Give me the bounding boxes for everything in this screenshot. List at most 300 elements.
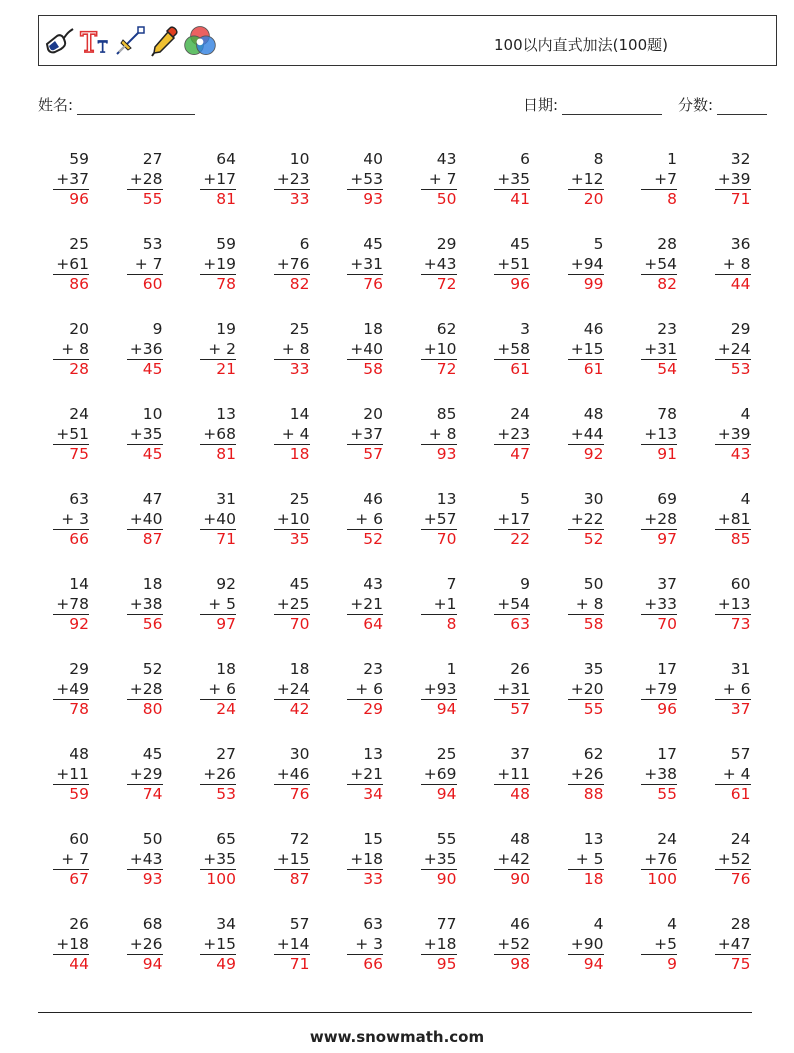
top-addend: 24 [657, 830, 677, 848]
bottom-addend: +21 [350, 764, 383, 783]
sum[interactable]: 33 [274, 189, 310, 210]
sum[interactable]: 90 [421, 869, 457, 890]
sum[interactable]: 71 [715, 189, 751, 210]
sum[interactable]: 59 [53, 784, 89, 805]
addition-problem [200, 405, 236, 465]
sum[interactable]: 28 [53, 359, 89, 380]
bottom-addend: +52 [717, 849, 751, 868]
sum[interactable]: 61 [715, 784, 751, 805]
bottom-addend: +79 [644, 679, 677, 698]
top-addend: 25 [436, 745, 457, 763]
bottom-addend: +42 [497, 849, 530, 868]
bottom-addend: +40 [350, 339, 383, 358]
top-addend: 29 [69, 660, 89, 678]
sum[interactable]: 44 [715, 274, 751, 295]
addition-problem [200, 660, 236, 720]
sum[interactable]: 85 [715, 529, 751, 550]
toolbar [43, 19, 218, 63]
top-addend: 14 [69, 575, 89, 593]
sum[interactable]: 55 [127, 189, 163, 210]
score-field [678, 94, 767, 115]
sum[interactable]: 95 [421, 954, 457, 975]
sum[interactable]: 80 [127, 699, 163, 720]
top-addend: 27 [142, 150, 163, 168]
addition-problem [347, 405, 383, 465]
addition-problem [715, 575, 751, 635]
sum[interactable]: 76 [715, 869, 751, 890]
bottom-addend: +51 [497, 254, 530, 273]
sum[interactable]: 35 [274, 529, 310, 550]
bottom-addend: +40 [129, 509, 163, 528]
sum[interactable]: 60 [127, 274, 163, 295]
bottom-addend: +11 [56, 764, 89, 783]
bottom-addend: +18 [56, 934, 89, 953]
bottom-addend: +21 [350, 594, 383, 613]
sum[interactable]: 47 [494, 444, 530, 465]
addition-problem [421, 235, 457, 295]
addition-problem [421, 575, 457, 635]
sum[interactable]: 72 [421, 274, 457, 295]
bottom-addend: +25 [276, 594, 310, 613]
sum[interactable]: 58 [347, 359, 383, 380]
top-addend: 35 [583, 660, 604, 678]
addition-problem [715, 490, 751, 550]
top-addend: 50 [142, 830, 163, 848]
bottom-addend: +26 [570, 764, 604, 783]
sum[interactable]: 99 [568, 274, 604, 295]
addition-problem [53, 915, 89, 975]
top-addend: 48 [510, 830, 530, 848]
addition-problem [421, 405, 457, 465]
sum[interactable]: 20 [568, 189, 604, 210]
top-addend: 9 [520, 575, 530, 593]
pin-line-icon[interactable] [113, 19, 147, 63]
addition-problem [494, 660, 530, 720]
addition-problem [53, 575, 89, 635]
sum[interactable]: 50 [421, 189, 457, 210]
sum[interactable]: 22 [494, 529, 530, 550]
top-addend: 72 [289, 830, 310, 848]
top-addend: 17 [657, 745, 677, 763]
top-addend: 46 [363, 490, 383, 508]
top-addend: 50 [583, 575, 604, 593]
bottom-addend: +26 [203, 764, 236, 783]
top-addend: 45 [363, 235, 383, 253]
sum[interactable]: 66 [53, 529, 89, 550]
sum[interactable]: 43 [715, 444, 751, 465]
footer-divider [38, 1012, 752, 1013]
bottom-addend: +10 [276, 509, 310, 528]
addition-problem [53, 830, 89, 890]
top-addend: 30 [583, 490, 604, 508]
addition-problem [347, 915, 383, 975]
bottom-addend: + 8 [428, 424, 457, 443]
sum[interactable]: 90 [494, 869, 530, 890]
sum[interactable]: 57 [347, 444, 383, 465]
bottom-addend: +39 [717, 169, 751, 188]
sum[interactable]: 81 [200, 444, 236, 465]
addition-problem [421, 490, 457, 550]
bottom-addend: +28 [129, 679, 163, 698]
sum[interactable]: 76 [347, 274, 383, 295]
addition-problem [641, 830, 677, 890]
addition-problem [715, 660, 751, 720]
sum[interactable]: 70 [274, 614, 310, 635]
name-label: 姓名: [38, 96, 74, 114]
addition-problem [200, 915, 236, 975]
top-addend: 13 [216, 405, 236, 423]
addition-problem [274, 745, 310, 805]
addition-problem [200, 235, 236, 295]
sum[interactable]: 75 [53, 444, 89, 465]
top-addend: 4 [740, 405, 751, 423]
sum[interactable]: 71 [274, 954, 310, 975]
addition-problem [494, 830, 530, 890]
sum[interactable]: 34 [347, 784, 383, 805]
addition-problem [715, 830, 751, 890]
addition-problem [715, 235, 751, 295]
bottom-addend: + 8 [575, 594, 604, 613]
top-addend: 57 [289, 915, 310, 933]
sum[interactable]: 82 [274, 274, 310, 295]
addition-problem [347, 150, 383, 210]
sum[interactable]: 94 [421, 784, 457, 805]
top-addend: 28 [657, 235, 677, 253]
text-size-icon[interactable] [78, 19, 112, 63]
addition-problem [715, 405, 751, 465]
bottom-addend: +1 [433, 594, 457, 613]
sum[interactable]: 81 [200, 189, 236, 210]
addition-problem [715, 320, 751, 380]
sum[interactable]: 9 [641, 954, 677, 975]
sum[interactable]: 93 [421, 444, 457, 465]
sum[interactable]: 94 [127, 954, 163, 975]
bottom-addend: +44 [570, 424, 604, 443]
sum[interactable]: 57 [494, 699, 530, 720]
sum[interactable]: 75 [715, 954, 751, 975]
addition-problem [53, 405, 89, 465]
bottom-addend: + 4 [722, 764, 751, 783]
bottom-addend: +15 [203, 934, 236, 953]
addition-problem [347, 745, 383, 805]
bottom-addend: +15 [276, 849, 310, 868]
sum[interactable]: 33 [274, 359, 310, 380]
date-blank[interactable] [562, 98, 662, 115]
top-addend: 55 [436, 830, 457, 848]
sum[interactable]: 18 [568, 869, 604, 890]
sum[interactable]: 76 [274, 784, 310, 805]
bottom-addend: +23 [497, 424, 530, 443]
sum[interactable]: 37 [715, 699, 751, 720]
top-addend: 37 [657, 575, 677, 593]
sum[interactable]: 94 [421, 699, 457, 720]
addition-problem [641, 405, 677, 465]
bottom-addend: +76 [644, 849, 677, 868]
sum[interactable]: 70 [421, 529, 457, 550]
addition-problem [200, 150, 236, 210]
sum[interactable]: 8 [421, 614, 457, 635]
addition-problem [494, 150, 530, 210]
bottom-addend: +54 [497, 594, 530, 613]
eyedropper-icon[interactable] [148, 19, 182, 63]
bottom-addend: +93 [423, 679, 457, 698]
addition-problem [200, 490, 236, 550]
bottom-addend: +7 [654, 169, 677, 188]
top-addend: 4 [740, 490, 751, 508]
addition-problem [421, 320, 457, 380]
bottom-addend: +13 [644, 424, 677, 443]
sum[interactable]: 97 [200, 614, 236, 635]
bottom-addend: +61 [56, 254, 89, 273]
addition-problem [494, 405, 530, 465]
bottom-addend: + 5 [575, 849, 604, 868]
top-addend: 6 [299, 235, 310, 253]
sum[interactable]: 8 [641, 189, 677, 210]
sum[interactable]: 56 [127, 614, 163, 635]
sum[interactable]: 49 [200, 954, 236, 975]
addition-problem [274, 235, 310, 295]
top-addend: 18 [216, 660, 236, 678]
bottom-addend: +13 [717, 594, 751, 613]
name-blank[interactable] [77, 98, 195, 115]
sum[interactable]: 42 [274, 699, 310, 720]
sum[interactable]: 53 [200, 784, 236, 805]
score-blank[interactable] [717, 98, 767, 115]
sum[interactable]: 45 [127, 444, 163, 465]
sum[interactable]: 74 [127, 784, 163, 805]
sum[interactable]: 96 [53, 189, 89, 210]
addition-problem [641, 320, 677, 380]
top-addend: 19 [216, 320, 236, 338]
top-addend: 68 [142, 915, 163, 933]
bottom-addend: +14 [276, 934, 310, 953]
sum[interactable]: 67 [53, 869, 89, 890]
bottom-addend: + 4 [281, 424, 310, 443]
bottom-addend: + 6 [722, 679, 751, 698]
addition-problem [421, 150, 457, 210]
sum[interactable]: 87 [127, 529, 163, 550]
addition-problem [53, 490, 89, 550]
bottom-addend: +35 [423, 849, 457, 868]
bottom-addend: + 6 [355, 679, 383, 698]
sum[interactable]: 66 [347, 954, 383, 975]
addition-problem [200, 575, 236, 635]
sum[interactable]: 93 [127, 869, 163, 890]
sum[interactable]: 92 [568, 444, 604, 465]
addition-problem [127, 405, 163, 465]
sum[interactable]: 48 [494, 784, 530, 805]
top-addend: 5 [520, 490, 530, 508]
top-addend: 60 [730, 575, 751, 593]
top-addend: 45 [510, 235, 530, 253]
date-field [523, 94, 662, 115]
bottom-addend: +10 [423, 339, 457, 358]
addition-problem [53, 745, 89, 805]
top-addend: 78 [657, 405, 677, 423]
sum[interactable]: 96 [494, 274, 530, 295]
bottom-addend: + 6 [208, 679, 236, 698]
addition-problem [568, 490, 604, 550]
bottom-addend: +69 [423, 764, 457, 783]
top-addend: 15 [363, 830, 383, 848]
sum[interactable]: 78 [200, 274, 236, 295]
top-addend: 7 [446, 575, 457, 593]
top-addend: 23 [363, 660, 383, 678]
addition-problem [347, 320, 383, 380]
sum[interactable]: 52 [568, 529, 604, 550]
sum[interactable]: 41 [494, 189, 530, 210]
top-addend: 26 [510, 660, 530, 678]
addition-problem [715, 745, 751, 805]
sum[interactable]: 54 [641, 359, 677, 380]
bottom-addend: +58 [497, 339, 530, 358]
sum[interactable]: 94 [568, 954, 604, 975]
bottom-addend: +68 [203, 424, 236, 443]
top-addend: 43 [363, 575, 383, 593]
top-addend: 62 [436, 320, 457, 338]
bottom-addend: + 3 [61, 509, 89, 528]
addition-problem [641, 235, 677, 295]
top-addend: 31 [216, 490, 236, 508]
bottom-addend: +53 [350, 169, 383, 188]
top-addend: 18 [289, 660, 310, 678]
bottom-addend: +18 [423, 934, 457, 953]
top-addend: 24 [69, 405, 89, 423]
addition-problem [715, 915, 751, 975]
bottom-addend: + 7 [428, 169, 457, 188]
top-addend: 46 [583, 320, 604, 338]
bottom-addend: +28 [644, 509, 677, 528]
addition-problem [641, 490, 677, 550]
addition-problem [494, 320, 530, 380]
sum[interactable]: 24 [200, 699, 236, 720]
addition-problem [347, 575, 383, 635]
addition-problem [715, 150, 751, 210]
sum[interactable]: 73 [715, 614, 751, 635]
bottom-addend: +31 [497, 679, 530, 698]
bottom-addend: +54 [644, 254, 677, 273]
sum[interactable]: 33 [347, 869, 383, 890]
top-addend: 47 [142, 490, 163, 508]
top-addend: 52 [142, 660, 163, 678]
sum[interactable]: 21 [200, 359, 236, 380]
bottom-addend: + 6 [355, 509, 383, 528]
top-addend: 24 [730, 830, 751, 848]
addition-problem [494, 235, 530, 295]
sum[interactable]: 92 [53, 614, 89, 635]
sum[interactable]: 44 [53, 954, 89, 975]
sum[interactable]: 55 [568, 699, 604, 720]
top-addend: 34 [216, 915, 236, 933]
addition-problem [421, 915, 457, 975]
sum[interactable]: 53 [715, 359, 751, 380]
date-label: 日期: [523, 96, 559, 114]
top-addend: 14 [289, 405, 310, 423]
sum[interactable]: 70 [641, 614, 677, 635]
addition-problem [421, 660, 457, 720]
top-addend: 85 [436, 405, 457, 423]
bottom-addend: + 2 [208, 339, 236, 358]
sum[interactable]: 87 [274, 869, 310, 890]
sum[interactable]: 88 [568, 784, 604, 805]
sum[interactable]: 100 [200, 869, 236, 890]
addition-problem [200, 830, 236, 890]
sum[interactable]: 55 [641, 784, 677, 805]
bottom-addend: +37 [56, 169, 89, 188]
sum[interactable]: 63 [494, 614, 530, 635]
bottom-addend: +46 [276, 764, 310, 783]
bottom-addend: +35 [129, 424, 163, 443]
bottom-addend: +19 [203, 254, 236, 273]
top-addend: 23 [657, 320, 677, 338]
sum[interactable]: 29 [347, 699, 383, 720]
top-addend: 25 [69, 235, 89, 253]
top-addend: 25 [289, 320, 310, 338]
bottom-addend: + 3 [355, 934, 383, 953]
color-circles-icon[interactable] [183, 19, 217, 63]
addition-problem [568, 745, 604, 805]
sum[interactable]: 61 [568, 359, 604, 380]
top-addend: 53 [142, 235, 163, 253]
sum[interactable]: 96 [641, 699, 677, 720]
sum[interactable]: 58 [568, 614, 604, 635]
sum[interactable]: 97 [641, 529, 677, 550]
bottom-addend: +5 [654, 934, 677, 953]
bottom-addend: +12 [570, 169, 604, 188]
sum[interactable]: 72 [421, 359, 457, 380]
sum[interactable]: 52 [347, 529, 383, 550]
top-addend: 29 [730, 320, 751, 338]
top-addend: 46 [510, 915, 530, 933]
mouse-icon[interactable] [43, 19, 77, 63]
top-addend: 48 [69, 745, 89, 763]
bottom-addend: +35 [497, 169, 530, 188]
sum[interactable]: 78 [53, 699, 89, 720]
sum[interactable]: 64 [347, 614, 383, 635]
score-label: 分数: [678, 96, 714, 114]
addition-problem [494, 745, 530, 805]
addition-problem [568, 575, 604, 635]
sum[interactable]: 91 [641, 444, 677, 465]
sum[interactable]: 98 [494, 954, 530, 975]
bottom-addend: +37 [350, 424, 383, 443]
sum[interactable]: 45 [127, 359, 163, 380]
sum[interactable]: 18 [274, 444, 310, 465]
top-addend: 48 [583, 405, 604, 423]
addition-problem [274, 575, 310, 635]
addition-problem [127, 490, 163, 550]
bottom-addend: +24 [717, 339, 751, 358]
sum[interactable]: 86 [53, 274, 89, 295]
addition-problem [641, 915, 677, 975]
addition-problem [127, 745, 163, 805]
bottom-addend: +29 [129, 764, 163, 783]
bottom-addend: +40 [203, 509, 236, 528]
sum[interactable]: 61 [494, 359, 530, 380]
top-addend: 36 [730, 235, 751, 253]
sum[interactable]: 71 [200, 529, 236, 550]
bottom-addend: +52 [497, 934, 530, 953]
sum[interactable]: 93 [347, 189, 383, 210]
top-addend: 27 [216, 745, 236, 763]
addition-problem [347, 660, 383, 720]
sum[interactable]: 100 [641, 869, 677, 890]
addition-problem [274, 830, 310, 890]
addition-problem [127, 575, 163, 635]
addition-problem [274, 660, 310, 720]
sum[interactable]: 82 [641, 274, 677, 295]
addition-problem [53, 150, 89, 210]
